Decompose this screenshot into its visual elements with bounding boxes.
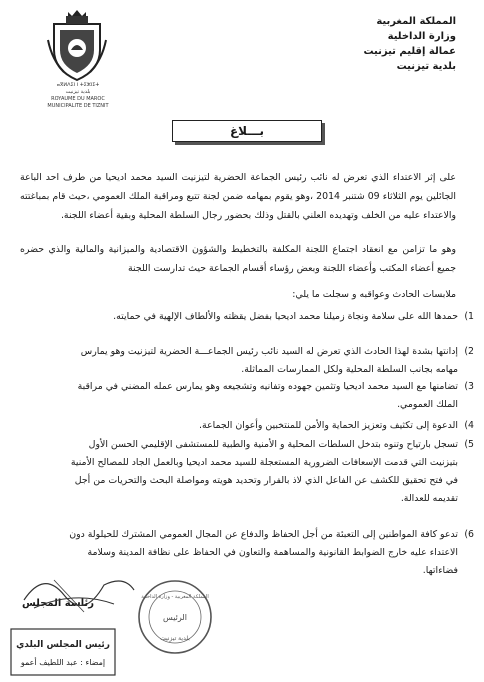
list-intro: ملابسات الحادث وعواقبه و سجلت ما يلي: (292, 289, 456, 300)
list-item-text: حمدها الله على سلامة ونجاة زميلنا محمد اديحيا بفضل يقظته والألطاف الإلهية في حمايته. (113, 311, 458, 322)
list-item-text: تسجل بارتياح وتنوه بتدخل السلطات المحلية و الأمنية والطبية للمستشفى الإقليمي الحسن الأول بتيزنيت التي قدمت الإسعافات الضرورية المستعجلة للسيد محمد اديحيا وبالعمل الجاد للمصالح الأمنية في فتح تحقيق للكشف عن الفاعل الذي لاذ بالفرار وتحديد هويته ومواصلة البحث والتحريات من أجل تقديمه للعدالة. (70, 439, 458, 504)
svg-text:المملكة المغربية - وزارة الداخ: المملكة المغربية - وزارة الداخلية (141, 594, 209, 600)
list-item-text: تضامنها مع السيد محمد اديحيا وتثمين جهوده وتفانيه وتشجيعه وهو يمارس عمله المضني في مراقبة الملك العمومي. (77, 381, 458, 410)
letterhead (256, 14, 456, 74)
svg-text:بلدية تيزنيت: بلدية تيزنيت (160, 635, 190, 642)
list-item-number: 1) (464, 311, 474, 322)
signature-stamp (10, 628, 116, 676)
list-item (58, 343, 474, 379)
document-title: بـــلاغ (172, 120, 322, 142)
svg-text:الرئيس: الرئيس (163, 613, 187, 622)
list-item-number: 3) (464, 381, 474, 392)
list-item-text: تدعو كافة المواطنين إلى التعبئة من أجل الحفاظ والدفاع عن المجال العمومي المشترك للحيلولة دون الاعتداء عليه خارج الضوابط القانونية والمساهمة والتعاون في الحفاظ على نظافة المدينة وسلامة فضاءاتها. (69, 529, 458, 576)
svg-text:إمضاء : عبد اللطيف أعمو: إمضاء : عبد اللطيف أعمو (20, 658, 106, 667)
letterhead-line: وزارة الداخلية (387, 31, 456, 42)
handwritten-signature (14, 560, 144, 620)
crest-caption-line: ⴰⴳⵍⴷⵉⵏ ⵏ ⵜⵉⵣⵏⵉⵜ (56, 82, 100, 88)
list-item-text: الدعوة إلى تكثيف وتعزيز الحماية والأمن للمنتخبين وأعوان الجماعة. (198, 420, 458, 431)
list-item-number: 6) (464, 529, 474, 540)
crest-caption-line: بلدية تيزنيت (65, 89, 91, 95)
paragraph-1: على إثر الاعتداء الذي تعرض له نائب رئيس الجماعة الحضرية لتيزنيت السيد محمد اديحيا من طرف احد الباعة الجائلين يوم الثلاثاء 09 شتنبر 2014 ،وهو يقوم بمهامه ضمن لجنة تتبع ومراقبة الملك العمومي ،حيث قام بمباغتته والاعتداء عليه من الخلف وتهديده العلني بالقتل وذلك بحضور رجال السلطة المحلية وبقية أعضاء اللجنة. (20, 172, 456, 221)
crest-caption-line: MUNICIPALITE DE TIZNIT (47, 103, 109, 109)
list-item-number: 2) (464, 346, 474, 357)
paragraph-2: وهو ما تزامن مع انعقاد اجتماع اللجنة المكلفة بالتخطيط والشؤون الاقتصادية والميزانية والمالية والذي حضره جميع أعضاء المكتب وأعضاء اللجنة وبعض رؤساء أقسام الجماعة حيث تدارست اللجنة (20, 244, 456, 274)
list-item-text: إدانتها بشدة لهذا الحادث الذي تعرض له السيد نائب رئيس الجماعـــة الحضرية لتيزنيت وهو يمارس مهامه بجانب السلطة المحلية ولكل الممارسات المماثلة. (80, 346, 458, 375)
list-item (58, 308, 474, 326)
crest-caption (30, 82, 126, 110)
svg-text:رئيس المجلس البلدي: رئيس المجلس البلدي (16, 640, 110, 650)
municipality-crest-logo (46, 10, 108, 84)
list-item (58, 378, 474, 414)
letterhead-line: عمالة إقليم تيزنيت (363, 46, 456, 57)
list-item-number: 5) (464, 439, 474, 450)
letterhead-line: المملكة المغربية (376, 16, 456, 27)
crest-caption-line: ROYAUME DU MAROC (51, 96, 105, 102)
list-item (58, 417, 474, 435)
council-presidency-label: رئاسة المجلس (22, 598, 94, 609)
letterhead-line: بلدية تيزنيت (396, 61, 456, 72)
list-item (58, 436, 474, 508)
list-item-number: 4) (464, 420, 474, 431)
official-round-stamp (136, 578, 214, 656)
